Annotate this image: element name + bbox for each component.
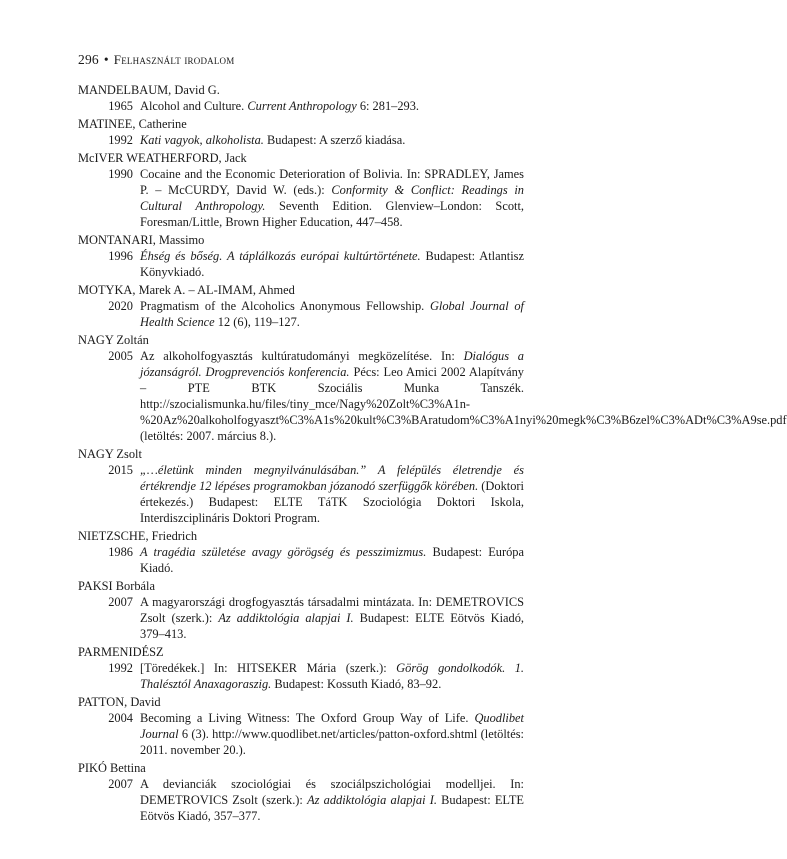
reference-text-segment: Becoming a Living Witness: The Oxford Group Way of Life. bbox=[140, 711, 475, 725]
reference-text-segment: Cocaine and the Economic Deterioration of Bolivia. In: SPRADLEY, James P. – McCURDY, David W. (eds.): bbox=[140, 167, 524, 197]
header-separator: • bbox=[103, 52, 109, 67]
reference-title-italic: Current Anthropology bbox=[247, 99, 357, 113]
reference-text-segment: A devianciák szociológiai és szociálpszichológiai modelljei. In: DEMETROVICS Zsolt (szerk.): bbox=[140, 777, 524, 807]
reference-text bbox=[140, 710, 524, 758]
reference-text-segment: [Töredékek.] In: HITSEKER Mária (szerk.): bbox=[140, 661, 397, 675]
reference-title-italic: „…életünk minden megnyilvánulásában.” A felépülés életrendje és értékrendje 12 lépéses programokban józanodó szerfüggők körében. bbox=[140, 463, 524, 493]
reference-year: 2005 bbox=[108, 349, 133, 363]
reference-text-segment: Budapest: A szerző kiadása. bbox=[263, 133, 406, 147]
reference-year: 1965 bbox=[108, 99, 133, 113]
reference-year: 1986 bbox=[108, 545, 133, 559]
reference-text bbox=[140, 298, 524, 330]
reference-entry bbox=[78, 594, 524, 642]
reference-title-italic: Kati vagyok, alkoholista. bbox=[140, 133, 264, 147]
reference-text bbox=[140, 98, 524, 114]
reference-text bbox=[140, 248, 524, 280]
reference-text bbox=[140, 462, 524, 526]
reference-text-segment: (Doktori értekezés.) Budapest: ELTE TáTK Szociológia Doktori Iskola, Interdiszciplináris Doktori Program. bbox=[140, 479, 524, 525]
reference-author: McIVER WEATHERFORD, Jack bbox=[78, 151, 247, 165]
reference-title-italic: Dialógus a józanságról. Drogprevenciós konferencia. bbox=[140, 349, 524, 379]
reference-author: PAKSI Borbála bbox=[78, 579, 155, 593]
reference-title-italic: Éhség és bőség. A táplálkozás európai kultúrtörténete. bbox=[140, 249, 421, 263]
reference-author: MANDELBAUM, David G. bbox=[78, 83, 220, 97]
reference-text bbox=[140, 166, 524, 230]
reference-year: 1992 bbox=[108, 661, 133, 675]
reference-entry bbox=[78, 462, 524, 526]
reference-text-segment: Budapest: Kossuth Kiadó, 83–92. bbox=[271, 677, 442, 691]
reference-text-segment: 6 (3). http://www.quodlibet.net/articles/patton-oxford.shtml (letöltés: 2011. november 20.). bbox=[140, 727, 524, 757]
reference-entry bbox=[78, 166, 524, 230]
reference-title-italic: Görög gondolkodók. 1. Thalésztól Anaxagoraszig. bbox=[140, 661, 524, 691]
reference-year: 1990 bbox=[108, 167, 133, 181]
reference-entry bbox=[78, 710, 524, 758]
reference-text-segment: Alcohol and Culture. bbox=[140, 99, 248, 113]
reference-author: MOTYKA, Marek A. – AL-IMAM, Ahmed bbox=[78, 283, 295, 297]
reference-text-segment: Budapest: Atlantisz Könyvkiadó. bbox=[140, 249, 524, 279]
reference-year: 1992 bbox=[108, 133, 133, 147]
reference-entry bbox=[78, 348, 787, 444]
reference-text-segment: Pragmatism of the Alcoholics Anonymous Fellowship. bbox=[140, 299, 430, 313]
reference-year: 2007 bbox=[108, 595, 133, 609]
reference-year: 1996 bbox=[108, 249, 133, 263]
running-header bbox=[78, 52, 234, 68]
reference-list bbox=[78, 82, 787, 824]
reference-author: PIKÓ Bettina bbox=[78, 761, 146, 775]
reference-entry bbox=[78, 132, 524, 148]
reference-title-italic: Global Journal of Health Science bbox=[140, 299, 524, 329]
reference-text bbox=[140, 594, 524, 642]
reference-text bbox=[140, 544, 524, 576]
reference-title-italic: Conformity & Conflict: Readings in Cultural Anthropology. bbox=[140, 183, 525, 213]
reference-text-segment: 6: 281–293. bbox=[356, 99, 420, 113]
reference-text-segment: Seventh Edition. Glenview–London: Scott, Foresman/Little, Brown Higher Education, 447–458. bbox=[140, 199, 524, 229]
reference-text-segment: Budapest: ELTE Eötvös Kiadó, 379–413. bbox=[140, 611, 525, 641]
reference-text-segment: Budapest: ELTE Eötvös Kiadó, 357–377. bbox=[140, 793, 524, 823]
reference-text bbox=[140, 132, 524, 148]
reference-text-segment: Budapest: Európa Kiadó. bbox=[140, 545, 524, 575]
reference-text-segment: Pécs: Leo Amici 2002 Alapítvány – PTE BTK Szociális Munka Tanszék. http://szocialismunka.hu/files/tiny_mce/Nagy%20Zolt%C3%A1n-%20Az%20alkoholfogyaszt%C3%A1s%20kult%C3%BAratudom%C3%A1nyi%20megk%C3%B6zel%C3%ADt%C3%A9se.pdf (letöltés: 2007. március 8.). bbox=[140, 365, 787, 443]
reference-text-segment: 12 (6), 119–127. bbox=[214, 315, 300, 329]
reference-author: PARMENIDÉSZ bbox=[78, 645, 164, 659]
running-title: Felhasznált irodalom bbox=[113, 52, 235, 67]
reference-author: NAGY Zsolt bbox=[78, 447, 142, 461]
reference-year: 2007 bbox=[108, 777, 133, 791]
reference-year: 2015 bbox=[108, 463, 133, 477]
reference-title-italic: Az addiktológia alapjai I. bbox=[218, 611, 354, 625]
reference-text bbox=[140, 776, 524, 824]
reference-entry bbox=[78, 776, 524, 824]
reference-year: 2004 bbox=[108, 711, 133, 725]
page-number: 296 bbox=[78, 52, 99, 67]
reference-text bbox=[140, 348, 787, 444]
reference-author: MONTANARI, Massimo bbox=[78, 233, 205, 247]
reference-title-italic: Quodlibet Journal bbox=[140, 711, 524, 741]
reference-author: NAGY Zoltán bbox=[78, 333, 149, 347]
reference-entry bbox=[78, 544, 524, 576]
reference-text-segment: Az alkoholfogyasztás kultúratudományi megközelítése. In: bbox=[140, 349, 464, 363]
reference-entry bbox=[78, 298, 524, 330]
reference-text-segment: A magyarországi drogfogyasztás társadalmi mintázata. In: DEMETROVICS Zsolt (szerk.): bbox=[140, 595, 524, 625]
reference-text bbox=[140, 660, 524, 692]
reference-author: NIETZSCHE, Friedrich bbox=[78, 529, 198, 543]
reference-author: MATINEE, Catherine bbox=[78, 117, 187, 131]
reference-title-italic: A tragédia születése avagy görögség és pesszimizmus. bbox=[140, 545, 427, 559]
reference-entry bbox=[78, 660, 524, 692]
reference-entry bbox=[78, 98, 524, 114]
reference-author: PATTON, David bbox=[78, 695, 161, 709]
reference-entry bbox=[78, 248, 524, 280]
reference-year: 2020 bbox=[108, 299, 133, 313]
reference-title-italic: Az addiktológia alapjai I. bbox=[307, 793, 437, 807]
